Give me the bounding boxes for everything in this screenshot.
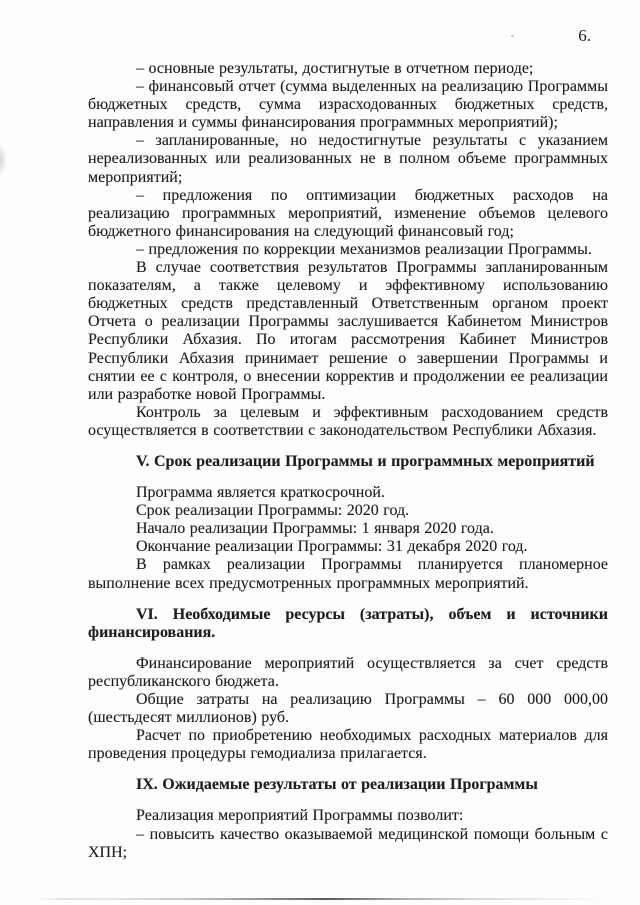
- scan-line-bottom-edge: [35, 898, 607, 901]
- paragraph-short-term: Программа является краткосрочной.: [136, 484, 385, 502]
- scan-smudge-left-edge: [0, 142, 7, 178]
- paragraph-mechanism-proposals: – предложения по коррекции механизмов реализации Программы.: [136, 240, 592, 258]
- section-heading-v: V. Срок реализации Программы и программных мероприятий: [136, 452, 595, 470]
- section-heading-vi: VI. Необходимые ресурсы (затраты), объем и источники финансирования.: [88, 605, 608, 641]
- paragraph-funding-source: Финансирование мероприятий осуществляется за счет средств республиканского бюджета.: [88, 654, 608, 690]
- document-body: [88, 60, 608, 862]
- paragraph-budget-proposals: – предложения по оптимизации бюджетных расходов на реализацию программных мероприятий, изменение объемов целевого бюджетного финансирования на следующий финансовый год;: [88, 186, 608, 240]
- paragraph-financial-report: – финансовый отчет (сумма выделенных на реализацию Программы бюджетных средств, сумма израсходованных бюджетных средств, направления и суммы финансирования программных мероприятий);: [88, 78, 608, 132]
- paragraph-total-costs: Общие затраты на реализацию Программы – 60 000 000,00 (шестьдесят миллионов) руб.: [88, 691, 608, 727]
- section-heading-ix: IX. Ожидаемые результаты от реализации Программы: [136, 776, 538, 794]
- paragraph-improve-quality: – повысить качество оказываемой медицинской помощи больным с ХПН;: [88, 825, 608, 861]
- paragraph-planned-execution: В рамках реализации Программы планируется планомерное выполнение всех предусмотренных программных мероприятий.: [88, 556, 608, 592]
- paragraph-spending-control: Контроль за целевым и эффективным расходованием средств осуществляется в соответствии с законодательством Республики Абхазия.: [88, 403, 608, 439]
- paragraph-term: Срок реализации Программы: 2020 год.: [136, 502, 410, 520]
- paragraph-expected-results-intro: Реализация мероприятий Программы позволит:: [136, 807, 464, 825]
- paragraph-calculation-attached: Расчет по приобретению необходимых расходных материалов для проведения процедуры гемодиализа прилагается.: [88, 727, 608, 763]
- paragraph-end-date: Окончание реализации Программы: 31 декабря 2020 год.: [136, 538, 528, 556]
- paragraph-main-results: – основные результаты, достигнутые в отчетном периоде;: [136, 60, 534, 77]
- paragraph-start-date: Начало реализации Программы: 1 января 2020 года.: [136, 520, 494, 538]
- scan-speck: [511, 35, 514, 37]
- page-number: 6.: [578, 26, 591, 45]
- paragraph-planned-results: – запланированные, но недостигнутые результаты с указанием нереализованных или реализованных не в полном объеме программных мероприятий;: [88, 132, 608, 186]
- paragraph-report-review: В случае соответствия результатов Программы запланированным показателям, а также целевому и эффективному использованию бюджетных средств представленный Ответственным органом проект Отчета о реализации Программы заслушивается Кабинетом Министров Республики Абхазия. По итогам рассмотрения Кабинет Министров Республики Абхазия принимает решение о завершении Программы и снятии ее с контроля, о внесении корректив и продолжении ее реализации или разработке новой Программы.: [88, 259, 608, 403]
